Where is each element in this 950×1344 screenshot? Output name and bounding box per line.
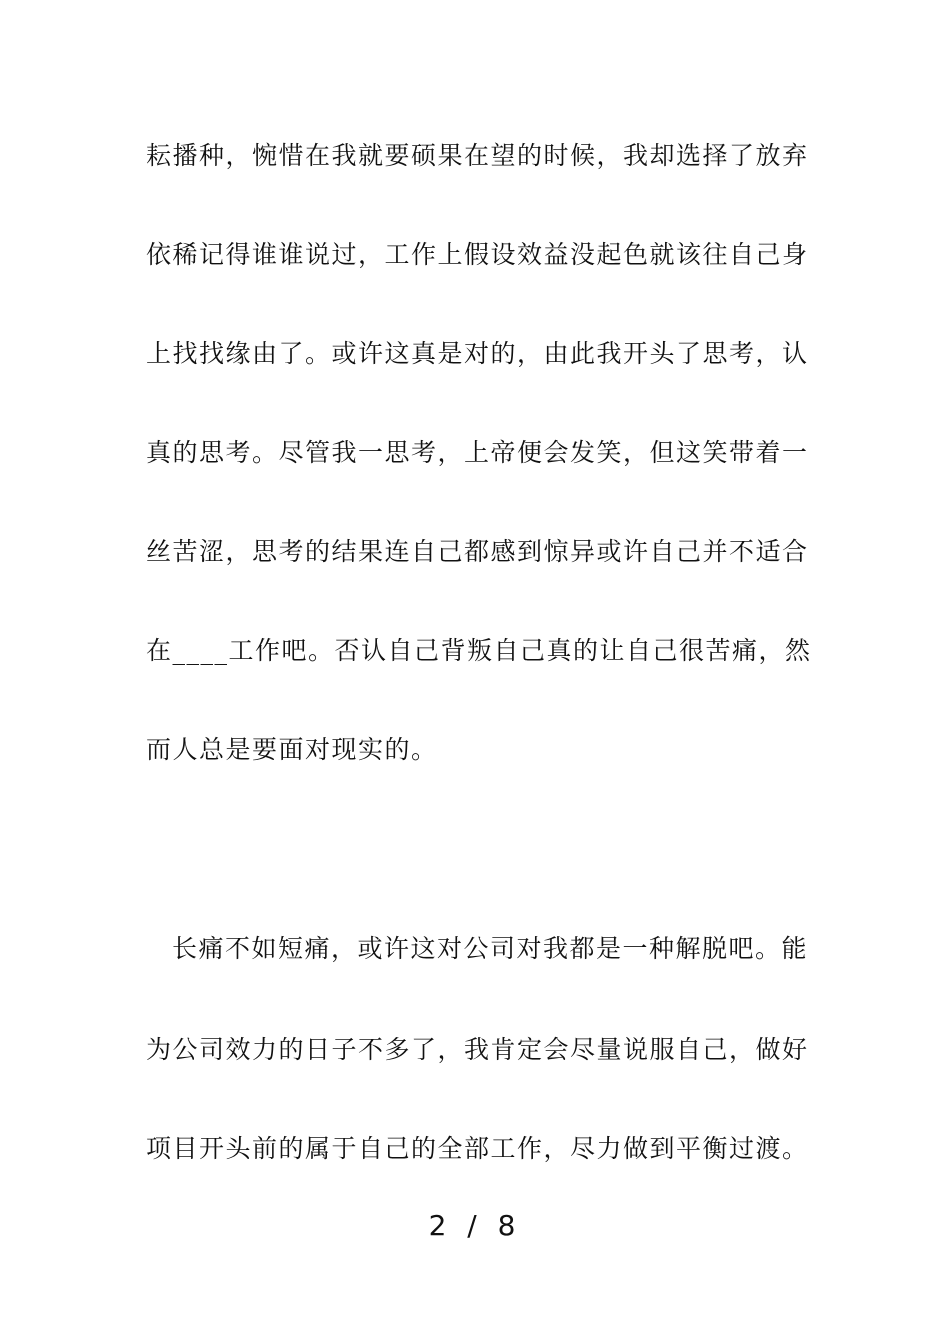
paragraph-2-line-1: 长痛不如短痛，或许这对公司对我都是一种解脱吧。能 [172,934,809,963]
paragraph-2-line-2: 为公司效力的日子不多了，我肯定会尽量说服自己，做好 [146,1035,809,1064]
paragraph-1-line-3: 上找找缘由了。或许这真是对的，由此我开头了思考，认 [146,339,809,368]
paragraph-1-line-7: 而人总是要面对现实的。 [146,735,438,764]
page-number: 2 / 8 [428,1209,522,1242]
paragraph-1-line-1: 耘播种，惋惜在我就要硕果在望的时候，我却选择了放弃 [146,141,809,170]
paragraph-1-line-6: 在____工作吧。否认自己背叛自己真的让自己很苦痛，然 [146,636,812,665]
paragraph-1-line-5: 丝苦涩，思考的结果连自己都感到惊异或许自己并不适合 [146,537,809,566]
paragraph-2-line-3: 项目开头前的属于自己的全部工作，尽力做到平衡过渡。 [146,1134,809,1163]
paragraph-1-line-4: 真的思考。尽管我一思考，上帝便会发笑，但这笑带着一 [146,438,809,467]
paragraph-1-line-2: 依稀记得谁谁说过，工作上假设效益没起色就该往自己身 [146,240,809,269]
